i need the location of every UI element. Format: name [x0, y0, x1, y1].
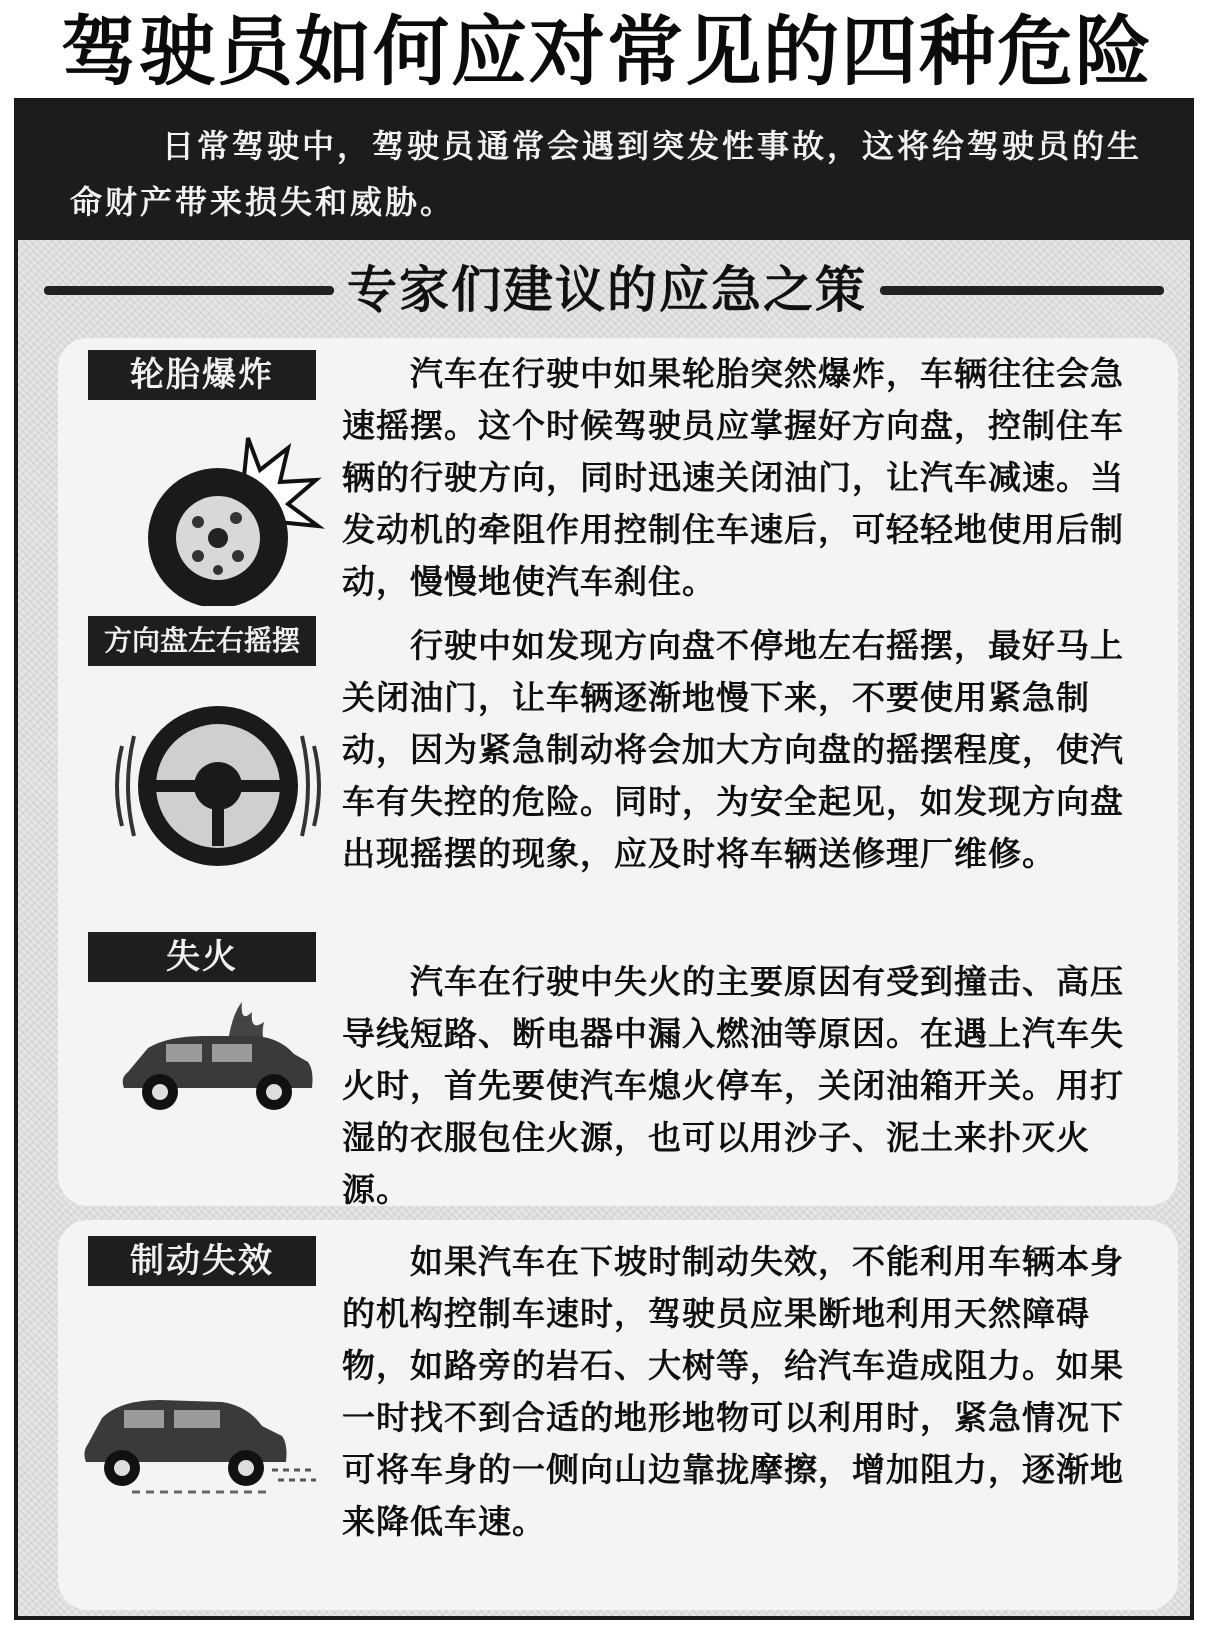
page-title: 驾驶员如何应对常见的四种危险 — [61, 7, 1153, 96]
tip-text: 汽车在行驶中如果轮胎突然爆炸，车辆往往会急速摇摆。这个时候驾驶员应掌握好方向盘，控制住车辆的行驶方向，同时迅速关闭油门，让汽车减速。当发动机的牵阻作用控制住车速后，可轻轻地使用后制动，慢慢地使汽车刹住。 — [342, 354, 1124, 601]
section-heading: 专家们建议的应急之策 — [347, 261, 867, 319]
content-frame — [14, 98, 1194, 1620]
heading-rule-left — [44, 286, 334, 295]
car-fire-icon — [108, 992, 328, 1122]
car-moving-icon — [72, 1370, 322, 1520]
tip-label: 制动失效 — [88, 1236, 316, 1286]
tire-burst-icon — [128, 418, 328, 618]
heading-rule-right — [880, 286, 1164, 295]
tip-label: 轮胎爆炸 — [88, 350, 316, 400]
steering-wheel-icon — [98, 676, 338, 896]
tip-text: 如果汽车在下坡时制动失效，不能利用车辆本身的机构控制车速时，驾驶员应果断地利用天然障碍物，如路旁的岩石、大树等，给汽车造成阻力。如果一时找不到合适的地形地物可以利用时，紧急情况下可将车身的一侧向山边靠拢摩擦，增加阻力，逐渐地来降低车速。 — [342, 1242, 1124, 1541]
section-heading-row — [38, 252, 1170, 328]
tip-label: 方向盘左右摇摆 — [88, 616, 316, 666]
tip-card-fire — [58, 914, 1178, 1209]
tip-card-brake-failure — [58, 1220, 1178, 1610]
tip-text: 行驶中如发现方向盘不停地左右摇摆，最好马上关闭油门，让车辆逐渐地慢下来，不要使用紧急制动，因为紧急制动将会加大方向盘的摇摆程度，使汽车有失控的危险。同时，为安全起见，如发现方向盘出现摇摆的现象，应及时将车辆送修理厂维修。 — [342, 626, 1124, 873]
intro-text: 日常驾驶中，驾驶员通常会遇到突发性事故，这将给驾驶员的生命财产带来损失和威胁。 — [18, 102, 1190, 240]
tip-text: 汽车在行驶中失火的主要原因有受到撞击、高压导线短路、断电器中漏入燃油等原因。在遇上汽车失火时，首先要使汽车熄火停车，关闭油箱开关。用打湿的衣服包住火源，也可以用沙子、泥土来扑灭火源。 — [342, 962, 1124, 1209]
tip-label: 失火 — [88, 932, 316, 982]
